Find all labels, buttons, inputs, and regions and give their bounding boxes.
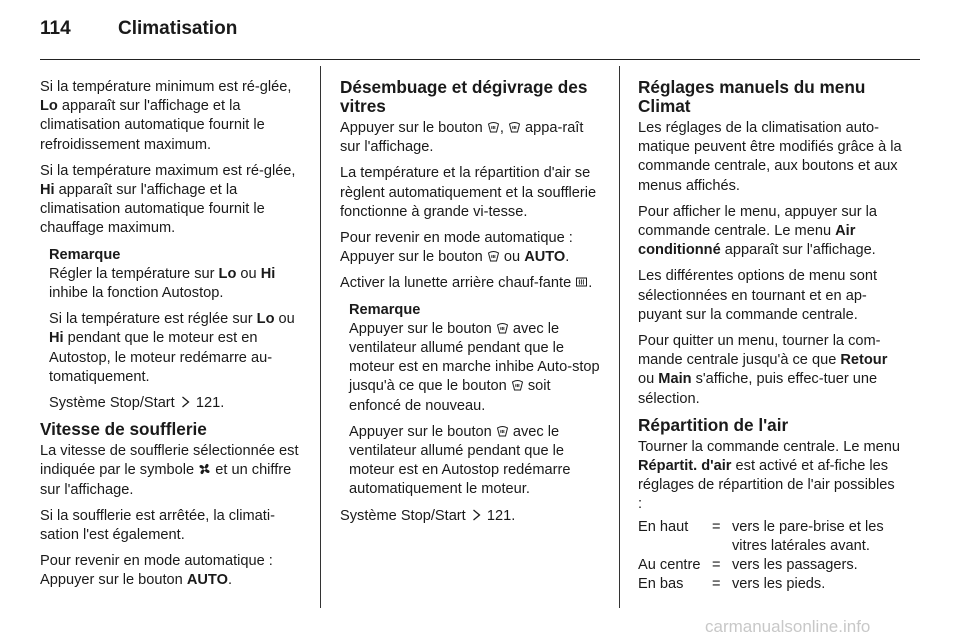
paragraph-rear-heating: Activer la lunette arrière chauf-fante . (340, 275, 593, 292)
windscreen-defrost-icon (487, 250, 500, 262)
heading-defrost: Désembuage et dégivrage des vitres (340, 77, 588, 116)
paragraph-min-temp: Si la température minimum est ré-glée, Lo apparaît sur l'affichage et la climatisation automatique fournit le refroidissement maximum. (40, 79, 292, 153)
paragraph-auto-return: Pour revenir en mode automatique : Appuyer sur le bouton AUTO. (40, 553, 273, 589)
paragraph-defrost-return: Pour revenir en mode automatique : Appuyer sur le bouton ou AUTO. (340, 230, 573, 266)
table-row: En bas = vers les pieds. (638, 576, 826, 593)
note-title: Remarque (49, 246, 121, 263)
header-rule (40, 59, 920, 60)
paragraph-reference: Système Stop/Start 121. (340, 507, 516, 524)
windscreen-defrost-icon (496, 322, 509, 334)
air-distribution-table (638, 518, 902, 595)
paragraph-max-temp: Si la température maximum est ré-glée, Hi apparaît sur l'affichage et la climatisation automatique fournit le chauffage maximum. (40, 162, 296, 237)
windscreen-defrost-icon (487, 121, 500, 133)
paragraph-fan-speed: La vitesse de soufflerie sélectionnée est indiquée par le symbole et un chiffre sur l'affichage. (40, 443, 299, 498)
column-2 (340, 78, 602, 533)
page-number: 114 (40, 18, 71, 39)
windscreen-defrost-icon (511, 379, 524, 391)
page-reference-arrow-icon (470, 509, 483, 521)
heading-manual-settings: Réglages manuels du menu Climat (638, 77, 866, 116)
paragraph-defrost-button: Appuyer sur le bouton , appa-raît sur l'affichage. (340, 120, 584, 156)
paragraph-menu-options: Les différentes options de menu sont sélectionnées en tournant et en ap-puyant sur la commande centrale. (638, 268, 878, 323)
note-paragraph: Appuyer sur le bouton avec le ventilateur allumé pendant que le moteur est en Autostop redémarre automatiquement le moteur. (349, 423, 571, 498)
paragraph-menu-exit: Pour quitter un menu, tourner la com-mande centrale jusqu'à ce que Retour ou Main s'affiche, puis effec-tuer une sélection. (638, 333, 888, 407)
fan-icon (198, 463, 211, 475)
paragraph-fan-off: Si la soufflerie est arrêtée, la climati-sation l'est également. (40, 507, 275, 544)
note-reference: Système Stop/Start 121. (49, 395, 225, 412)
column-divider-1 (320, 66, 321, 608)
windscreen-defrost-icon (496, 425, 509, 437)
column-divider-2 (619, 66, 620, 608)
table-row: Au centre = vers les passagers. (638, 557, 858, 574)
heading-air-distribution: Répartition de l'air (638, 414, 789, 435)
watermark: carmanualsonline.info (705, 617, 871, 636)
windscreen-defrost-icon (508, 121, 521, 133)
paragraph-manual-intro: Les réglages de la climatisation auto-matique peuvent être modifiés grâce à la commande centrale, aux boutons et aux menus affichés. (638, 120, 902, 194)
table-row: En haut = vers le pare-brise et les vitres latérales avant. (638, 518, 884, 554)
note-title: Remarque (349, 301, 421, 318)
heading-fan-speed: Vitesse de soufflerie (40, 419, 207, 440)
page-reference-arrow-icon (179, 396, 192, 408)
note-block-2 (349, 301, 602, 500)
column-1 (40, 78, 302, 598)
page-title: Climatisation (118, 18, 238, 39)
note-paragraph: Appuyer sur le bouton avec le ventilateur allumé pendant que le moteur est en marche inhibe Auto-stop jusqu'à ce que le bouton soit enfoncé de nouveau. (349, 320, 600, 414)
note-paragraph: Si la température est réglée sur Lo ou Hi pendant que le moteur est en Autostop, le moteur redémarre au-tomatiquement. (49, 311, 295, 385)
note-block-1 (49, 246, 302, 414)
column-3 (638, 78, 902, 594)
paragraph-air-distribution: Tourner la commande centrale. Le menu Répartit. d'air est activé et af-fiche les réglages de répartition de l'air possibles : (638, 438, 901, 513)
note-paragraph: Régler la température sur Lo ou Hi inhibe la fonction Autostop. (49, 265, 276, 302)
rear-window-heating-icon (575, 276, 588, 288)
paragraph-defrost-auto: La température et la répartition d'air se règlent automatiquement et la soufflerie fonctionne à grande vi-tesse. (340, 165, 597, 220)
paragraph-menu-display: Pour afficher le menu, appuyer sur la commande centrale. Le menu Air conditionné apparaît sur l'affichage. (638, 203, 878, 259)
